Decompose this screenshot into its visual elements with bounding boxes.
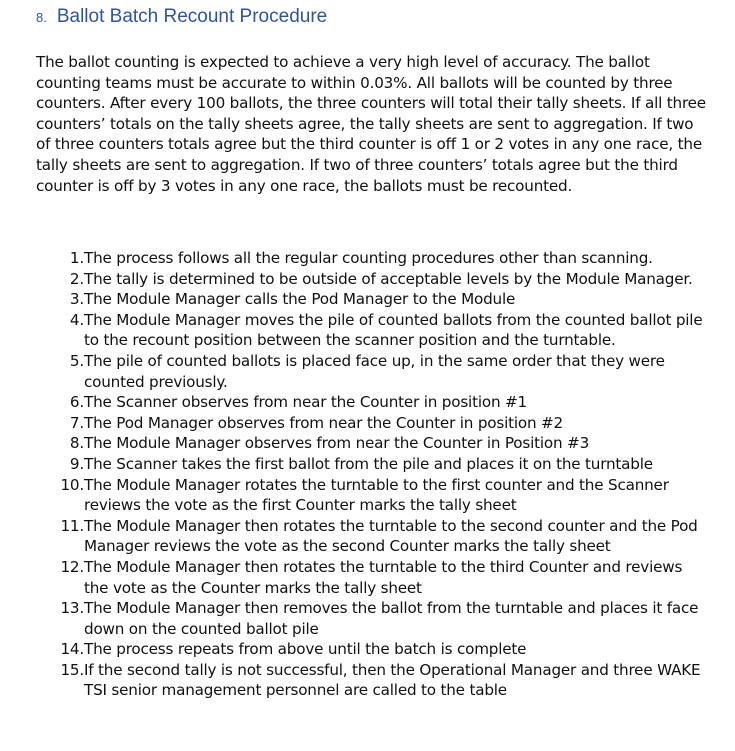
- step-text: The Module Manager then rotates the turntable to the second counter and the Pod Manager reviews the vote as the second Counter marks the tally sheet: [84, 516, 698, 556]
- step-text: The tally is determined to be outside of acceptable levels by the Module Manager.: [84, 269, 693, 288]
- step-item: [44, 310, 704, 351]
- step-number: 4.: [69, 310, 84, 329]
- step-text: The Module Manager moves the pile of counted ballots from the counted ballot pile to the recount position between the scanner position and the turntable.: [84, 310, 703, 350]
- section-title: Ballot Batch Recount Procedure: [56, 6, 328, 27]
- step-number: 15.: [60, 660, 84, 679]
- step-item: [44, 557, 704, 598]
- step-item: [44, 475, 704, 516]
- step-text: The process follows all the regular counting procedures other than scanning.: [84, 249, 653, 267]
- step-number: 13.: [60, 599, 84, 618]
- step-text: The Module Manager observes from near the Counter in Position #3: [84, 434, 590, 453]
- step-text: The Scanner observes from near the Counter in position #1: [84, 393, 527, 412]
- intro-paragraph: The ballot counting is expected to achieve a very high level of accuracy. The ballot counting teams must be accurate to within 0.03%. All ballots will be counted by three counters. After every 100 ballots, the three counters will total their tally sheets. If all three counters’ totals on the tally sheets agree, the tally sheets are sent to aggregation. If two of three counters totals agree but the third counter is off 1 or 2 votes in any one race, the tally sheets are sent to aggregation. If two of three counters’ totals agree but the third counter is off by 3 votes in any one race, the ballots must be recounted.: [36, 53, 706, 195]
- step-number: 3.: [69, 290, 84, 309]
- step-text: The Module Manager rotates the turntable to the first counter and the Scanner reviews the vote as the first Counter marks the tally sheet: [84, 475, 669, 515]
- step-text: The Module Manager then removes the ballot from the turntable and places it face down on the counted ballot pile: [84, 599, 699, 638]
- step-text: If the second tally is not successful, then the Operational Manager and three WAKE TSI senior management personnel are called to the table: [84, 660, 701, 700]
- step-item: [44, 392, 704, 413]
- section-number: 8.: [36, 10, 47, 25]
- step-text: The Module Manager then rotates the turntable to the third Counter and reviews the vote as the Counter marks the tally sheet: [84, 557, 683, 597]
- step-text: The pile of counted ballots is placed face up, in the same order that they were counted previously.: [84, 351, 665, 391]
- step-number: 12.: [60, 557, 84, 576]
- procedure-steps-list: [44, 248, 704, 701]
- step-item: [44, 454, 704, 475]
- step-number: 9.: [69, 454, 84, 473]
- step-number: 5.: [69, 351, 84, 370]
- step-item: [44, 413, 704, 434]
- step-item: [44, 660, 704, 701]
- step-number: 8.: [69, 434, 84, 453]
- step-number: 2.: [69, 269, 84, 288]
- section-heading: [36, 6, 327, 28]
- step-number: 10.: [60, 475, 84, 494]
- step-item: [44, 269, 704, 290]
- step-item: [44, 598, 704, 639]
- step-item: [44, 639, 704, 660]
- step-text: The process repeats from above until the batch is complete: [84, 640, 527, 659]
- step-item: [44, 289, 704, 310]
- step-item: [44, 433, 704, 454]
- step-text: The Module Manager calls the Pod Manager to the Module: [84, 290, 516, 309]
- step-item: [44, 351, 704, 392]
- step-number: 7.: [69, 413, 84, 432]
- step-number: 6.: [69, 393, 84, 412]
- step-item: [44, 248, 704, 269]
- step-item: [44, 516, 704, 557]
- step-number: 11.: [60, 516, 84, 535]
- step-number: 14.: [60, 640, 84, 659]
- step-text: The Pod Manager observes from near the Counter in position #2: [84, 413, 563, 432]
- step-text: The Scanner takes the first ballot from the pile and places it on the turntable: [84, 454, 653, 473]
- step-number: 1.: [69, 249, 84, 267]
